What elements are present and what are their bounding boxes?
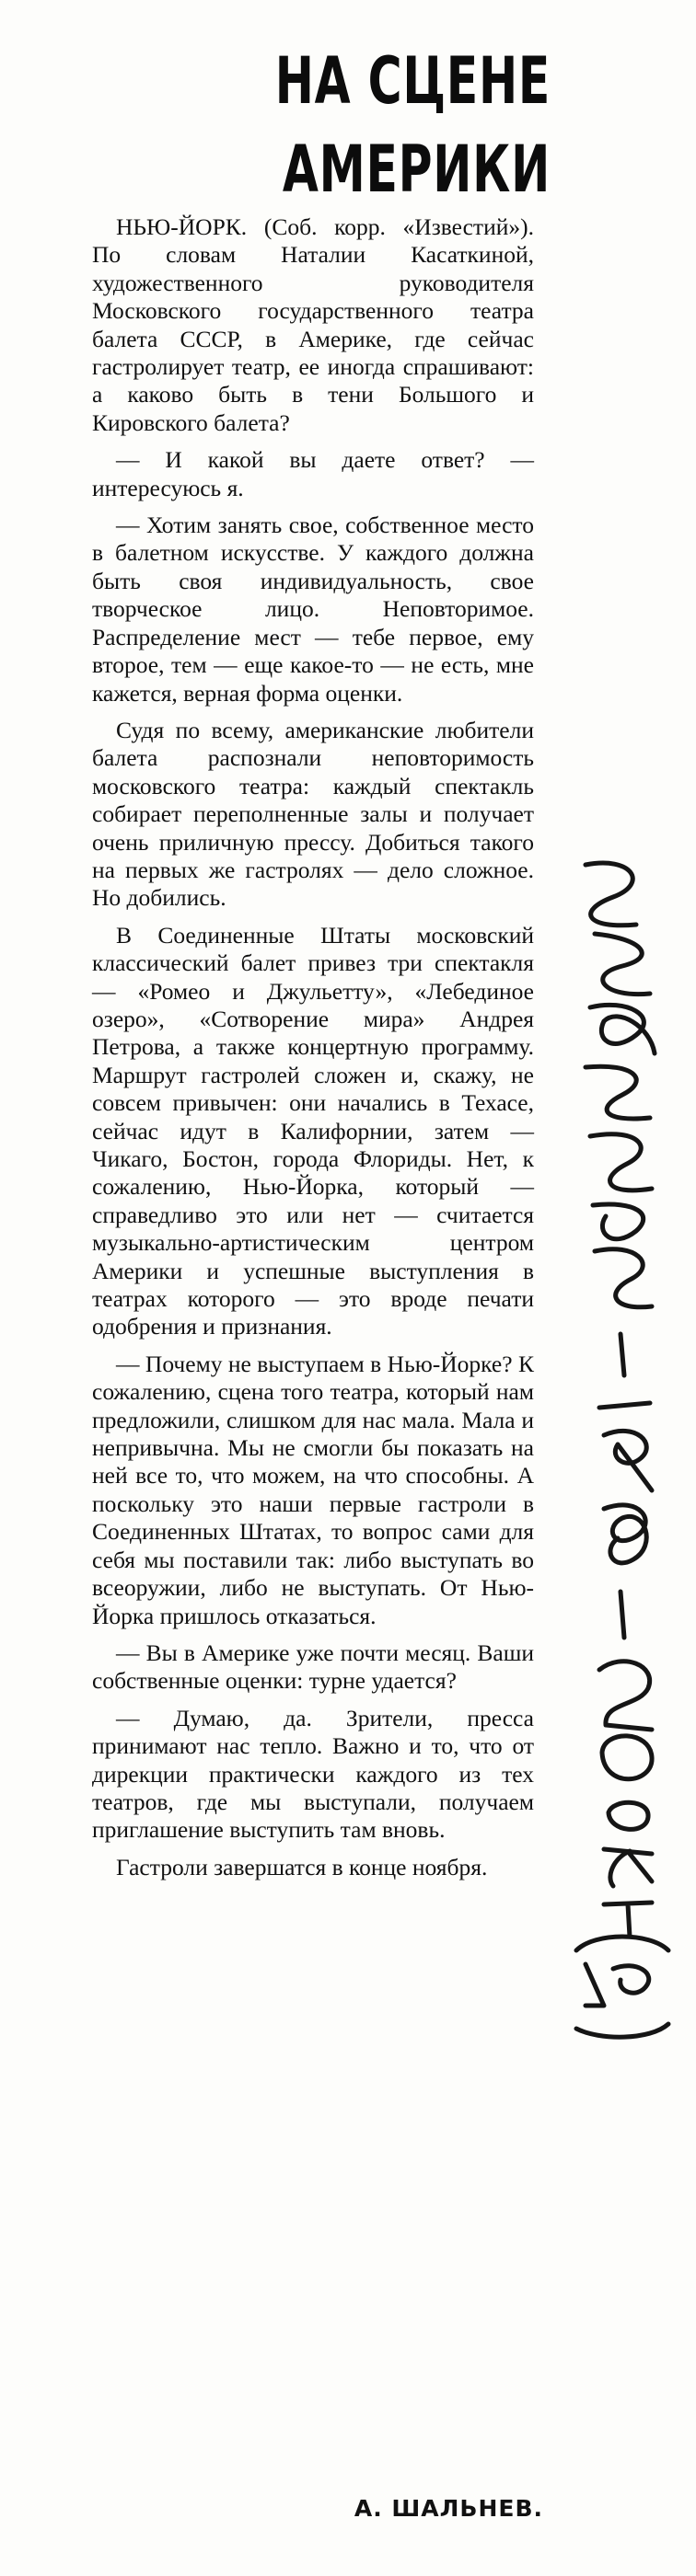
article-body <box>92 213 534 1891</box>
article-paragraph: — Почему не выступаем в Нью-Йорке? К сожалению, сцена того театра, который нам предложили, слишком для нас мала. Мала и непривычна. Мы не смогли бы показать на ней все то, что можем, на что способны. А поскольку это наши первые гастроли в Соединенных Штатах, то вопрос сами для себя мы поставили так: либо выступать во всеоружии, либо не выступать. От Нью-Йорка пришлось отказаться. <box>92 1350 534 1629</box>
article-paragraph: — Думаю, да. Зрители, пресса принимают нас тепло. Важно и то, что от дирекции практически каждого из тех театров, где мы выступали, получаем приглашение выступить там вновь. <box>92 1704 534 1844</box>
headline-line-1: НА СЦЕНЕ <box>274 43 551 119</box>
article-paragraph: — Вы в Америке уже почти месяц. Ваши собственные оценки: турне удается? <box>92 1639 534 1695</box>
article-byline: А. ШАЛЬНЕВ. <box>354 2495 543 2522</box>
article-paragraph: НЬЮ-ЙОРК. (Соб. корр. «Известий»). По словам Наталии Касаткиной, художественного руководителя Московского государственного театра балета СССР, в Америке, где сейчас гастролирует театр, ее иногда спрашивают: а каково быть в тени Большого и Кировского балета? <box>92 213 534 436</box>
article-paragraph: — И какой вы даете ответ? — интересуюсь я. <box>92 446 534 501</box>
headline-line-2: АМЕРИКИ <box>282 132 551 207</box>
article-paragraph: — Хотим занять свое, собственное место в балетном искусстве. У каждого должна быть своя индивидуальность, свое творческое лицо. Неповторимое. Распределение мест — тебе первое, ему второе, тем — еще какое-то — не есть, мне кажется, верная форма оценки. <box>92 512 534 707</box>
article-clipping <box>7 0 551 2576</box>
article-headline <box>273 37 551 213</box>
article-paragraph: Гастроли завершатся в конце ноября. <box>116 1853 488 1880</box>
article-paragraph: В Соединенные Штаты московский классический балет привез три спектакля — «Ромео и Джульетту», «Лебединое озеро», «Сотворение мира» Андрея Петрова, а также концертную программу. Маршрут гастролей сложен и, скажу, не совсем привычен: они начались в Техасе, сейчас идут в Калифорнии, затем — Чикаго, Бостон, города Флориды. Нет, к сожалению, Нью-Йорка, который — справедливо это или нет — считается музыкально-артистическим центром Америки и успешные выступления в театрах которого — это вроде печати одобрения и признания. <box>92 921 534 1340</box>
article-paragraph: Судя по всему, американские любители балета распознали неповторимость московского театра: каждый спектакль собирает переполненные залы и получает очень приличную прессу. Добиться такого на первых же гастролях — дело сложное. Но добились. <box>92 716 534 912</box>
handwritten-annotation-icon <box>549 846 687 2042</box>
